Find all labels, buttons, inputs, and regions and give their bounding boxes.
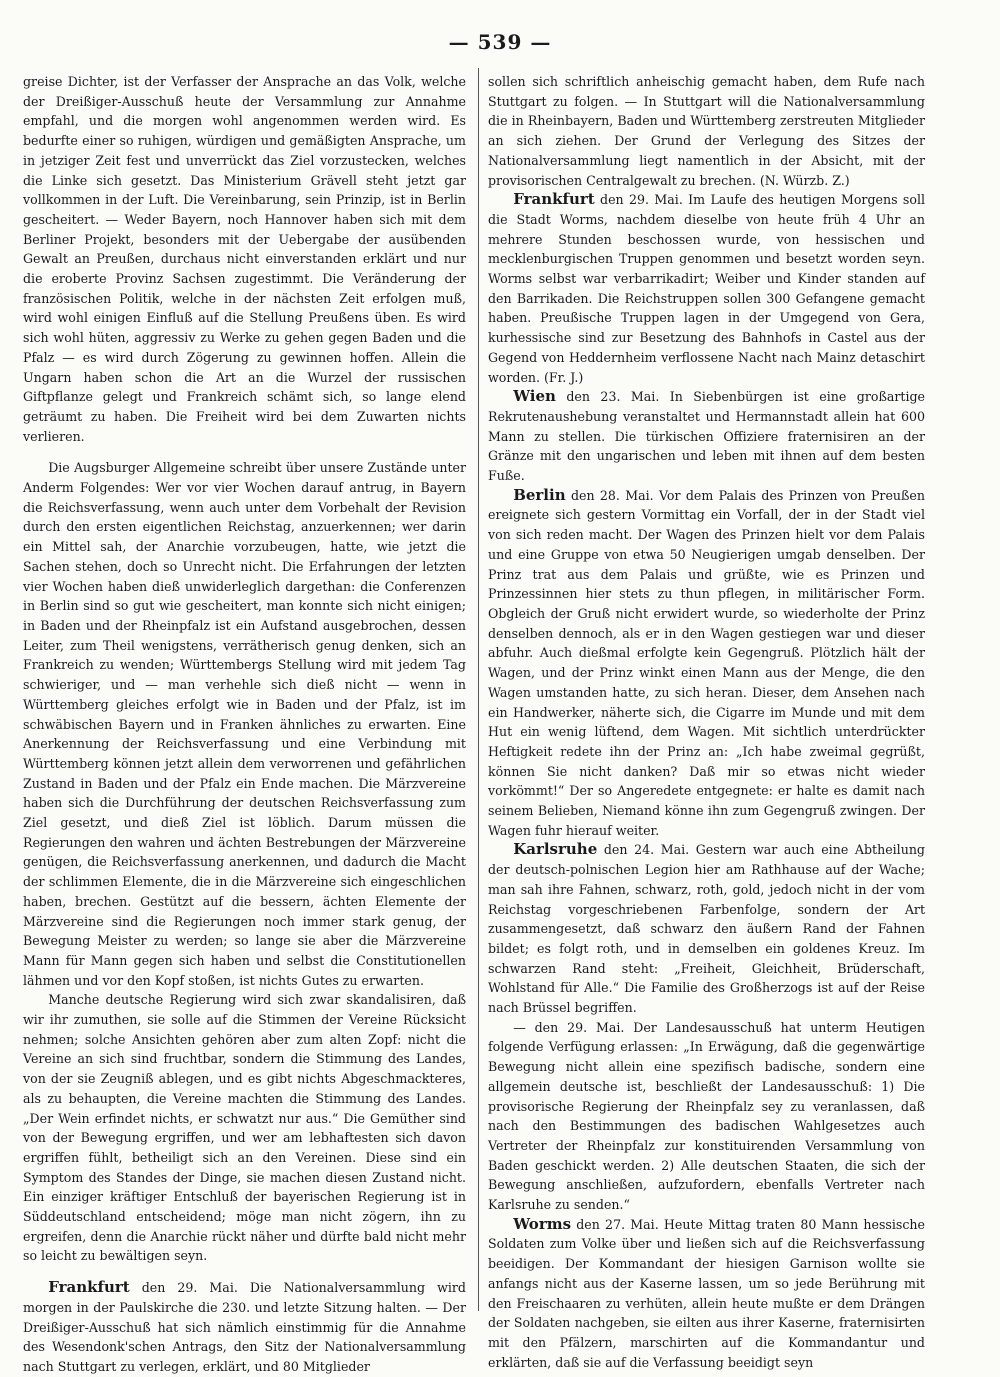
dateline-place: Wien <box>513 387 556 406</box>
news-item-wien <box>488 387 925 486</box>
news-item-frankfurt <box>23 1278 466 1377</box>
right-column <box>488 72 925 1370</box>
page-number: — 539 — <box>448 30 552 54</box>
article-paragraph: Manche deutsche Regierung wird sich zwar skandalisiren, daß wir ihr zumuthen, sie solle auf die Stimmen der Vereine Rücksicht nehmen; solche Ansichten gehören aber zum alten Zopf: nicht die Vereine an sich sind fruchtbar, sondern die Stimmung des Landes, von der sie Zeugniß ablegen, und es gibt nichts Abgeschmackteres, als zu behaupten, die Vereine machten die Stimmung des Landes. „Der Wein erfindet nichts, er schwatzt nur aus.“ Die Gemüther sind von der Bewegung ergriffen, und wer am lebhaftesten sich davon ergriffen fühlt, betheiligt sich an den Vereinen. Diese sind ein Symptom des Standes der Dinge, sie machen diesen Zustand nicht. Ein einziger kräftiger Entschluß der bayerischen Regierung ist in Süddeutschland entscheidend; möge man nicht zögern, ihn zu ergreifen, denn die Anarchie rückt näher und dürfte bald nicht mehr so leicht zu bewältigen seyn. <box>23 992 466 1264</box>
column-divider <box>478 68 479 1311</box>
article-paragraph: greise Dichter, ist der Verfasser der Ansprache an das Volk, welche der Dreißiger-Ausschuß heute der Versammlung zur Annahme empfahl, und die morgen wohl angenommen werden wird. Es bedurfte einer so ruhigen, würdigen und gemäßigten Ansprache, um in jetziger Zeit fest und unverrückt das Ziel vorzustecken, welches die Linke sich gesetzt. Das Ministerium Grävell steht jetzt gar vollkommen in der Luft. Die Vereinbarung, sein Prinzip, ist in Berlin gescheitert. — Weder Bayern, noch Hannover haben sich mit dem Berliner Projekt, besonders mit der Uebergabe der ausübenden Gewalt an Preußen, durchaus nicht einverstanden erklärt und nur die eroberte Provinz Sachsen zugestimmt. Die Veränderung der französischen Politik, welche in der nächsten Zeit erfolgen muß, wird wohl einigen Einfluß auf die Stellung Preußens üben. Es wird sich wohl hüten, aggressiv zu Werke zu gehen gegen Baden und die Pfalz — es wird durch Zögerung zu gewinnen hoffen. Allein die Ungarn haben schon die Art an die Wurzel der russischen Giftpflanze gelegt und Frankreich schämt sich, so lange elend geträumt zu haben. Die Freiheit wird bei dem Zuwarten nichts verlieren. <box>23 74 466 444</box>
news-item-text: den 24. Mai. Gestern war auch eine Abtheilung der deutsch-polnischen Legion hier am Rathhause auf der Wache; man sah ihre Fahnen, schwarz, roth, gold, jedoch nicht in der vom Reichstag vorgeschriebenen Farbenfolge, sondern der Art zusammengesetzt, daß schwarz den äußern Rand der Fahnen bildet; es folgt roth, und in demselben ein goldenes Kreuz. Im schwarzen Rand steht: „Freiheit, Gleichheit, Brüderschaft, Wohlstand für Alle.“ Die Familie des Großherzogs ist auf der Reise nach Brüssel begriffen. <box>488 842 925 1016</box>
news-item-frankfurt <box>488 190 925 387</box>
news-item-berlin <box>488 486 925 841</box>
news-item-text: den 29. Mai. Im Laufe des heutigen Morgens soll die Stadt Worms, nachdem dieselbe von heute früh 4 Uhr an mehrere Stunden beschossen wurde, von hessischen und mecklenburgischen Truppen genommen und besetzt worden seyn. Worms selbst war verbarrikadirt; Weiber und Kinder standen auf den Barrikaden. Die Reichstruppen sollen 300 Gefangene gemacht haben. Preußische Truppen lagen in der Umgegend von Gera, kurhessische sind zur Besetzung des Bahnhofs in Castel aus der Gegend von Heddernheim verflossene Nacht nach Mainz detaschirt worden. (Fr. J.) <box>488 192 925 385</box>
article-paragraph: Die Augsburger Allgemeine schreibt über unsere Zustände unter Anderm Folgendes: Wer vor vier Wochen darauf antrug, in Bayern die Reichsverfassung, wenn auch unter dem Vorbehalt der Revision durch den ersten eigentlichen Reichstag, anzuerkennen; wer darin ein Mittel sah, der Anarchie vorzubeugen, hatte, wie jetzt die Sachen stehen, doch so Unrecht nicht. Die Erfahrungen der letzten vier Wochen haben dieß unwiderleglich dargethan: die Conferenzen in Berlin sind so gut wie gescheitert, man konnte sich nicht einigen; in Baden und der Rheinpfalz ist ein Aufstand ausgebrochen, dessen Leiter, zum Theil wenigstens, verrätherisch genug denken, sich an Frankreich zu wenden; Württembergs Stellung wird mit jedem Tag schwieriger, und — man verhehle sich dieß nicht — wenn in Württemberg gleiches erfolgt wie in Baden und der Pfalz, ist im schwäbischen Bayern und in Franken ähnliches zu erwarten. Eine Anerkennung der Reichsverfassung und eine Verbindung mit Württemberg können jetzt allein dem verworrenen und gefährlichen Zustand in Baden und der Pfalz ein Ende machen. Die Märzvereine haben sich die Durchführung der deutschen Reichsverfassung zum Ziel gesetzt, und dieß Ziel ist löblich. Darum müssen die Regierungen den wahren und ächten Bestrebungen der Märzvereine genügen, die Reichsverfassung anerkennen, und dadurch die Macht der schlimmen Elemente, die in die Märzvereine sich eingeschlichen haben, brechen. Gestützt auf die bessern, ächten Elemente der Märzvereine sind die Regierungen noch immer stark genug, der Bewegung Meister zu werden; so lange sie aber die Märzvereine Mann für Mann gegen sich haben und selbst die Constitutionellen lähmen und vor den Kopf stoßen, ist nichts Gutes zu erwarten. <box>23 460 466 988</box>
article-paragraph: sollen sich schriftlich anheischig gemacht haben, dem Rufe nach Stuttgart zu folgen. — In Stuttgart will die Nationalversammlung die in Rheinbayern, Baden und Württemberg zerstreuten Mitglieder an sich ziehen. Der Grund der Verlegung des Sitzes der Nationalversammlung liegt namentlich in der Absicht, mit der provisorischen Centralgewalt zu brechen. (N. Würzb. Z.) <box>488 74 925 188</box>
news-item-text: den 27. Mai. Heute Mittag traten 80 Mann hessische Soldaten zum Volke über und ließen sich auf die Reichsverfassung beeidigen. Der Kommandant der hiesigen Garnison wollte sie anfangs nicht aus der Kaserne lassen, um so jede Berührung mit den Freischaaren zu verhüten, allein heute mußte er dem Drängen der Soldaten nachgeben, sie eilten aus ihrer Kaserne, fraternisirten mit den Pfälzern, marschirten auf die Kommandantur und erklärten, daß sie auf die Verfassung beeidigt seyn <box>488 1216 925 1370</box>
dateline-place: Karlsruhe <box>513 840 598 859</box>
news-item-karlsruhe <box>488 840 925 1017</box>
dateline-place: Frankfurt <box>513 190 595 209</box>
dateline-place: Worms <box>513 1214 572 1233</box>
news-item-karlsruhe-followup: — den 29. Mai. Der Landesausschuß hat unterm Heutigen folgende Verfügung erlassen: „In Erwägung, daß die gegenwärtige Bewegung nicht allein eine spezifisch badische, sondern eine allgemein deutsche ist, beschließt der Landesausschuß: 1) Die provisorische Regierung der Rheinpfalz sey zu veranlassen, daß nach den Bestimmungen des badischen Wahlgesetzes auch Vertreter der Rheinpfalz zur konstituirenden Versammlung von Baden geschickt werden. 2) Alle deutschen Staaten, die sich der Bewegung anschließen, aufzufordern, ebenfalls Vertreter nach Karlsruhe zu senden.“ <box>488 1019 925 1213</box>
dateline-place: Berlin <box>513 485 566 504</box>
news-item-worms <box>488 1215 925 1373</box>
news-item-text: den 23. Mai. In Siebenbürgen ist eine großartige Rekrutenaushebung veranstaltet und Hermannstadt allein hat 600 Mann zu stellen. Die türkischen Offiziere fraternisiren an der Gränze mit den ungarischen und leben mit ihnen auf dem besten Fuße. <box>488 389 925 484</box>
left-column <box>23 72 466 1374</box>
news-item-text: den 29. Mai. Die Nationalversammlung wird morgen in der Paulskirche die 230. und letzte Sitzung halten. — Der Dreißiger-Ausschuß hat sich nämlich einstimmig für die Annahme des Wesendonk'schen Antrags, den Sitz der Nationalversammlung nach Stuttgart zu verlegen, erklärt, und 80 Mitglieder <box>23 1280 466 1374</box>
news-item-text: den 28. Mai. Vor dem Palais des Prinzen von Preußen ereignete sich gestern Vormittag ein Vorfall, der in der Stadt viel von sich reden macht. Der Wagen des Prinzen hielt vor dem Palais und eine Gruppe von etwa 50 Neugierigen umgab denselben. Der Prinz trat aus dem Palais und grüßte, wie es Prinzen und Prinzessinnen hier stets zu thun pflegen, in militärischer Form. Obgleich der Gruß nicht erwidert wurde, so wiederholte der Prinz denselben dennoch, als er in den Wagen gestiegen war und dieser abfuhr. Auch dießmal erfolgte kein Gegengruß. Plötzlich hält der Wagen, und der Prinz winkt einen Mann aus der Menge, die den Wagen umstanden hatte, zu sich heran. Dieser, dem Ansehen nach ein Handwerker, näherte sich, die Cigarre im Munde und mit dem Hut ein wenig lüftend, dem Wagen. Mit sichtlich unterdrückter Heftigkeit redete ihn der Prinz an: „Ich habe zweimal gegrüßt, können Sie nicht danken? Daß mir so etwas nicht wieder vorkömmt!“ Der so Angeredete entgegnete: er halte es damit nach seinem Belieben, Niemand könne ihn zum Gegengruß zwingen. Der Wagen fuhr hierauf weiter. <box>488 487 925 838</box>
dateline-place: Frankfurt <box>48 1278 130 1297</box>
